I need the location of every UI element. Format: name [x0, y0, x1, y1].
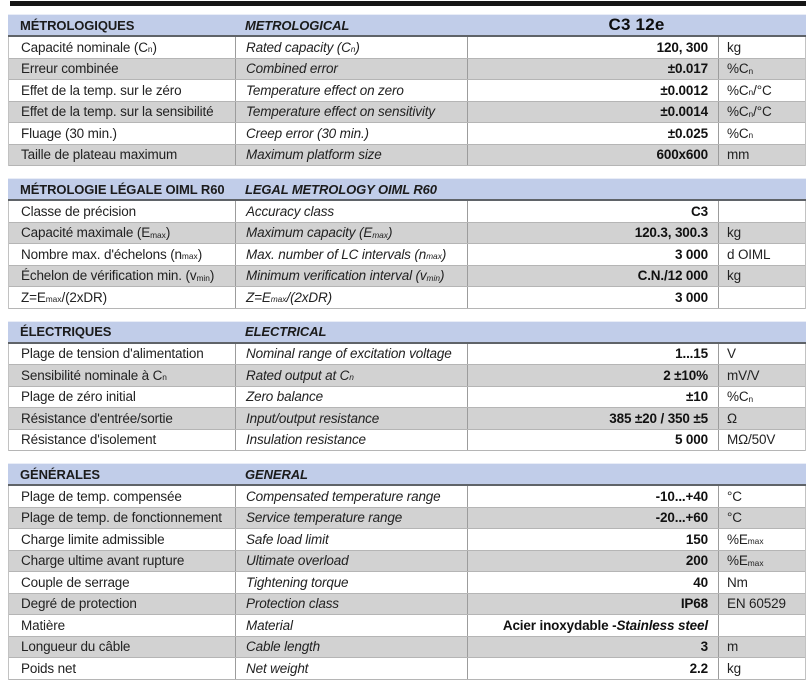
top-accent-bar	[10, 1, 806, 6]
cell-label-en: Net weight	[235, 658, 467, 679]
spec-sections	[8, 14, 806, 680]
spec-row	[9, 408, 805, 430]
cell-label-en: Z=E $_{max}$ /(2xDR)	[235, 287, 467, 308]
spec-section	[8, 463, 806, 680]
cell-unit: kg	[718, 37, 805, 58]
cell-unit: Nm	[718, 572, 805, 593]
spec-row	[9, 430, 805, 452]
spec-row	[9, 266, 805, 288]
cell-value: ±10	[467, 387, 718, 408]
section-header	[8, 14, 806, 37]
cell-unit: Ω	[718, 408, 805, 429]
cell-label-fr: Résistance d'entrée/sortie	[21, 410, 173, 426]
section-title-fr: MÉTROLOGIE LÉGALE OIML R60	[20, 181, 225, 197]
spec-row	[9, 201, 805, 223]
spec-sheet	[8, 14, 806, 680]
spec-row	[9, 486, 805, 508]
spec-row	[9, 365, 805, 387]
cell-value: C.N./12 000	[467, 266, 718, 287]
section-header	[8, 178, 806, 201]
cell-value: 120, 300	[467, 37, 718, 58]
cell-label-en: Creep error (30 min.)	[235, 123, 467, 144]
spec-section	[8, 321, 806, 452]
cell-value: 5 000	[467, 430, 718, 451]
section-rows	[8, 486, 806, 680]
section-title-fr: ÉLECTRIQUES	[20, 324, 112, 339]
section-header	[8, 463, 806, 486]
cell-label-fr: Sensibilité nominale à C $_n$	[21, 367, 167, 383]
model-label: C3 12e	[608, 15, 665, 34]
cell-unit: V	[718, 344, 805, 365]
section-rows	[8, 344, 806, 452]
cell-label-en: Max. number of LC intervals (n $_{max}$ )	[235, 244, 467, 265]
spec-row	[9, 572, 805, 594]
cell-label-fr: Charge limite admissible	[21, 531, 165, 547]
cell-value: 200	[467, 551, 718, 572]
section-header	[8, 321, 806, 344]
cell-label-en: Minimum verification interval (v $_{min}$ )	[235, 266, 467, 287]
cell-label-en: Zero balance	[235, 387, 467, 408]
cell-value: C3	[467, 201, 718, 222]
spec-row	[9, 551, 805, 573]
cell-label-en: Service temperature range	[235, 508, 467, 529]
cell-value: 150	[467, 529, 718, 550]
cell-unit: kg	[718, 223, 805, 244]
cell-value: 600x600	[467, 145, 718, 166]
cell-label-en: Rated output at C $_n$	[235, 365, 467, 386]
cell-label-fr: Nombre max. d'échelons (n $_{max}$ )	[21, 246, 203, 262]
cell-unit: mV/V	[718, 365, 805, 386]
cell-unit: m	[718, 637, 805, 658]
section-rows	[8, 37, 806, 166]
cell-unit: d OIML	[718, 244, 805, 265]
cell-unit: kg	[718, 266, 805, 287]
cell-unit: mm	[718, 145, 805, 166]
cell-label-fr: Effet de la temp. sur le zéro	[21, 82, 182, 98]
section-title-en: LEGAL METROLOGY OIML R60	[245, 181, 437, 197]
cell-unit: %C $_n$	[718, 123, 805, 144]
spec-section	[8, 178, 806, 309]
cell-value: -20...+60	[467, 508, 718, 529]
spec-row	[9, 59, 805, 81]
cell-label-en: Maximum capacity (E $_{max}$ )	[235, 223, 467, 244]
cell-value: ±0.017	[467, 59, 718, 80]
cell-unit	[718, 201, 805, 222]
cell-unit: %C $_n$	[718, 387, 805, 408]
cell-value: 3	[467, 637, 718, 658]
cell-unit: kg	[718, 658, 805, 679]
spec-row	[9, 508, 805, 530]
cell-value: IP68	[467, 594, 718, 615]
cell-label-en: Temperature effect on sensitivity	[235, 102, 467, 123]
cell-unit: °C	[718, 508, 805, 529]
cell-label-en: Protection class	[235, 594, 467, 615]
section-title-en: ELECTRICAL	[245, 324, 327, 339]
cell-label-en: Nominal range of excitation voltage	[235, 344, 467, 365]
cell-label-en: Insulation resistance	[235, 430, 467, 451]
cell-value: 40	[467, 572, 718, 593]
cell-label-fr: Charge ultime avant rupture	[21, 553, 185, 569]
cell-unit: %C $_n$ /°C	[718, 102, 805, 123]
cell-label-en: Accuracy class	[235, 201, 467, 222]
cell-value: 2.2	[467, 658, 718, 679]
cell-unit: EN 60529	[718, 594, 805, 615]
cell-label-fr: Z=E $_{max}$ /(2xDR)	[21, 289, 107, 305]
cell-label-fr: Poids net	[21, 660, 76, 676]
spec-row	[9, 658, 805, 680]
cell-unit: %C $_n$ /°C	[718, 80, 805, 101]
cell-unit: %E $_{max}$	[718, 529, 805, 550]
spec-row	[9, 615, 805, 637]
cell-value: 3 000	[467, 244, 718, 265]
section-title-fr: GÉNÉRALES	[20, 466, 101, 482]
section-rows	[8, 201, 806, 309]
cell-value: Acier inoxydable - Stainless steel	[467, 615, 718, 636]
cell-label-fr: Plage de zéro initial	[21, 389, 136, 405]
spec-row	[9, 223, 805, 245]
spec-row	[9, 287, 805, 309]
spec-row	[9, 244, 805, 266]
cell-value: 2 ±10%	[467, 365, 718, 386]
cell-label-fr: Classe de précision	[21, 203, 136, 219]
spec-row	[9, 637, 805, 659]
cell-label-en: Tightening torque	[235, 572, 467, 593]
section-title-en: METROLOGICAL	[245, 17, 350, 33]
spec-row	[9, 37, 805, 59]
section-title-fr: MÉTROLOGIQUES	[20, 17, 135, 33]
cell-label-fr: Taille de plateau maximum	[21, 147, 178, 163]
cell-label-en: Cable length	[235, 637, 467, 658]
spec-row	[9, 145, 805, 167]
spec-row	[9, 123, 805, 145]
cell-label-fr: Capacité nominale (C $_n$ )	[21, 39, 157, 55]
spec-section	[8, 14, 806, 166]
cell-unit	[718, 287, 805, 308]
cell-label-fr: Résistance d'isolement	[21, 432, 157, 448]
cell-label-fr: Longueur du câble	[21, 639, 131, 655]
cell-label-fr: Plage de temp. de fonctionnement	[21, 510, 222, 526]
spec-row	[9, 529, 805, 551]
cell-label-fr: Matière	[21, 617, 65, 633]
cell-label-en: Maximum platform size	[235, 145, 467, 166]
cell-label-fr: Fluage (30 min.)	[21, 125, 117, 141]
spec-row	[9, 387, 805, 409]
cell-value: 1...15	[467, 344, 718, 365]
cell-unit: %C $_n$	[718, 59, 805, 80]
cell-value: ±0.0014	[467, 102, 718, 123]
cell-label-fr: Plage de temp. compensée	[21, 488, 182, 504]
cell-label-fr: Degré de protection	[21, 596, 137, 612]
cell-label-en: Safe load limit	[235, 529, 467, 550]
cell-value: 3 000	[467, 287, 718, 308]
cell-value: 385 ±20 / 350 ±5	[467, 408, 718, 429]
spec-row	[9, 594, 805, 616]
cell-label-fr: Plage de tension d'alimentation	[21, 346, 204, 362]
cell-value: ±0.025	[467, 123, 718, 144]
cell-label-en: Compensated temperature range	[235, 486, 467, 507]
cell-label-fr: Échelon de vérification min. (v $_{min}$ )	[21, 268, 215, 284]
cell-unit: MΩ/50V	[718, 430, 805, 451]
section-title-en: GENERAL	[245, 466, 308, 482]
cell-label-en: Ultimate overload	[235, 551, 467, 572]
spec-row	[9, 344, 805, 366]
cell-label-en: Material	[235, 615, 467, 636]
cell-label-en: Input/output resistance	[235, 408, 467, 429]
spec-row	[9, 80, 805, 102]
cell-label-en: Rated capacity (C $_n$ )	[235, 37, 467, 58]
cell-unit: %E $_{max}$	[718, 551, 805, 572]
cell-label-fr: Effet de la temp. sur la sensibilité	[21, 104, 214, 120]
cell-label-en: Temperature effect on zero	[235, 80, 467, 101]
cell-label-fr: Capacité maximale (E $_{max}$ )	[21, 225, 171, 241]
cell-unit: °C	[718, 486, 805, 507]
cell-label-fr: Couple de serrage	[21, 574, 130, 590]
spec-row	[9, 102, 805, 124]
cell-value: -10...+40	[467, 486, 718, 507]
cell-label-fr: Erreur combinée	[21, 61, 119, 77]
cell-value: 120.3, 300.3	[467, 223, 718, 244]
cell-unit	[718, 615, 805, 636]
cell-label-en: Combined error	[235, 59, 467, 80]
cell-value: ±0.0012	[467, 80, 718, 101]
